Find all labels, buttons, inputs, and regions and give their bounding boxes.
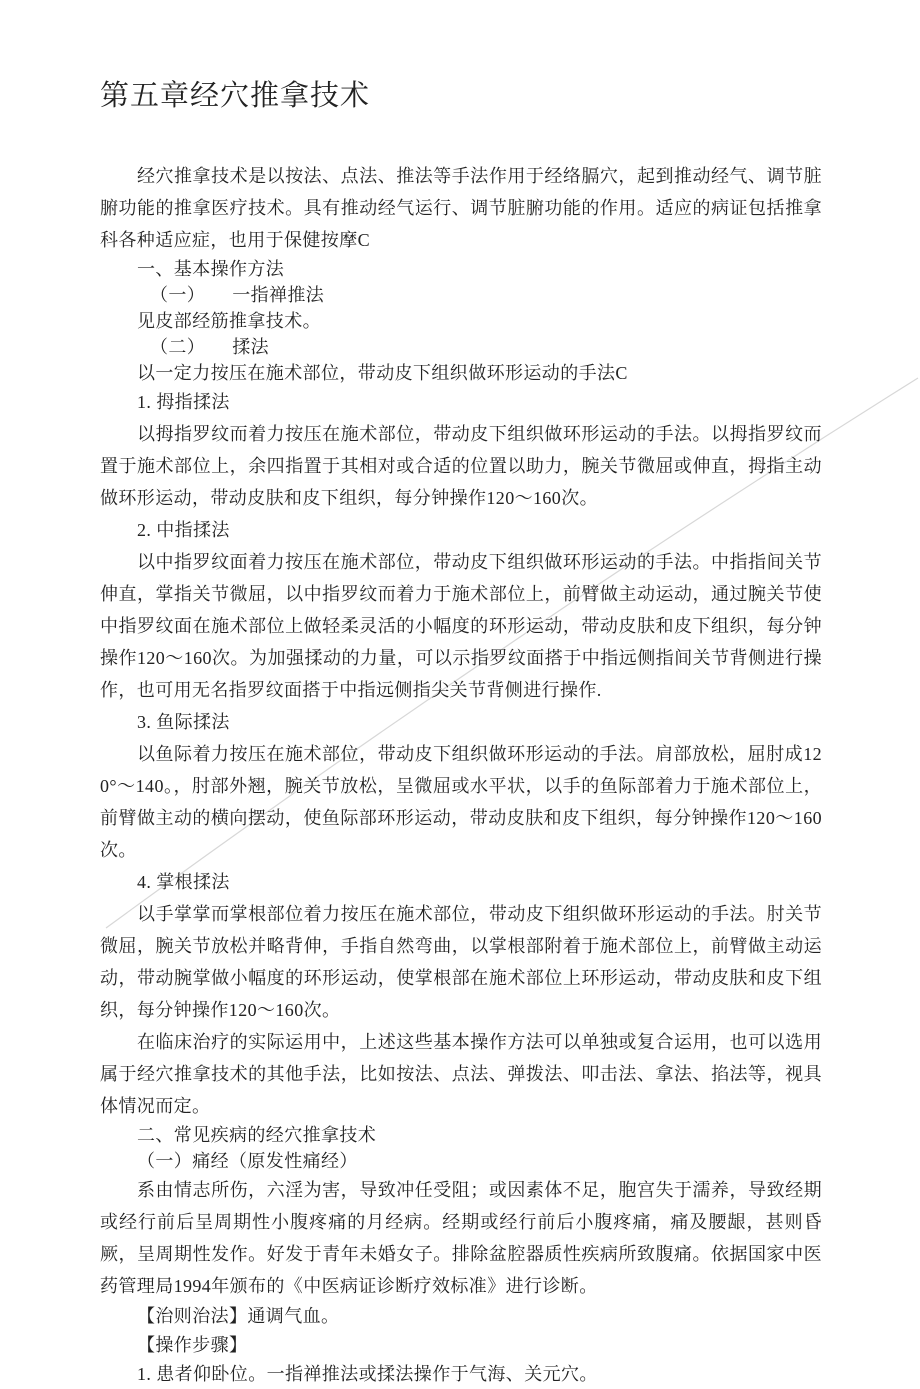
subheading-dysmenorrhea: （一）痛经（原发性痛经）	[137, 1151, 358, 1171]
para-clinical-application: 在临床治疗的实际运用中，上述这些基本操作方法可以单独或复合运用，也可以选用属于经穴推拿技术的其他手法，比如按法、点法、弹拨法、叩击法、拿法、掐法等，视具体情况而定。	[100, 1032, 822, 1116]
heading-common-diseases: 二、常见疾病的经穴推拿技术	[137, 1125, 377, 1145]
subheading-thenar-kneading: 3. 鱼际揉法	[137, 712, 230, 732]
chapter-title: 第五章经穴推拿技术	[100, 80, 371, 112]
para-middle-finger-kneading: 以中指罗纹面着力按压在施术部位，带动皮下组织做环形运动的手法。中指指间关节伸直，掌指关节微屈，以中指罗纹而着力于施术部位上，前臂做主动运动，通过腕关节使中指罗纹面在施术部位上做轻柔灵活的小幅度的环形运动，带动皮肤和皮下组织，每分钟操作120～160次。为加强揉动的力量，可以示指罗纹面搭于中指远侧指间关节背侧进行操作，也可用无名指罗纹面搭于中指远侧指尖关节背侧进行操作.	[100, 552, 822, 700]
para-see-skin-meridian: 见皮部经筋推拿技术。	[137, 311, 321, 331]
subheading-thumb-kneading: 1. 拇指揉法	[137, 392, 230, 412]
para-treatment-principle: 【治则治法】通调气血。	[137, 1306, 340, 1326]
subheading-number-label: （二）	[150, 337, 206, 357]
heading-basic-methods: 一、基本操作方法	[137, 259, 285, 279]
para-palm-root-kneading: 以手掌掌而掌根部位着力按压在施术部位，带动皮下组织做环形运动的手法。肘关节微屈，腕关节放松并略背伸，手指自然弯曲，以掌根部附着于施术部位上，前臂做主动运动，带动腕掌做小幅度的环形运动，使掌根部在施术部位上环形运动，带动皮肤和皮下组织，每分钟操作120～160次。	[100, 904, 822, 1020]
para-operation-steps: 【操作步骤】	[137, 1335, 248, 1355]
para-step-1: 1. 患者仰卧位。一指禅推法或揉法操作于气海、关元穴。	[137, 1364, 598, 1384]
subheading-kneading-method	[100, 334, 822, 360]
para-dysmenorrhea-description: 系由情志所伤，六淫为害，导致冲任受阻；或因素体不足，胞宫失于濡养，导致经期或经行前后呈周期性小腹疼痛的月经病。经期或经行前后小腹疼痛，痛及腰龈，甚则昏厥，呈周期性发作。好发于青年未婚女子。排除盆腔器质性疾病所致腹痛。依据国家中医药管理局1994年颁布的《中医病证诊断疗效标准》进行诊断。	[100, 1180, 822, 1296]
para-thumb-kneading: 以拇指罗纹而着力按压在施术部位，带动皮下组织做环形运动的手法。以拇指罗纹而置于施术部位上，余四指置于其相对或合适的位置以助力，腕关节微屈或伸直，拇指主动做环形运动，带动皮肤和皮下组织，每分钟操作120～160次。	[100, 424, 822, 508]
para-thenar-kneading: 以鱼际着力按压在施术部位，带动皮下组织做环形运动的手法。肩部放松，屈肘成120°～140。，肘部外翘，腕关节放松，呈微屈或水平状，以手的鱼际部着力于施术部位上，前臂做主动的横向摆动，使鱼际部环形运动，带动皮肤和皮下组织，每分钟操作120～160 次。	[100, 744, 822, 860]
subheading-middle-finger-kneading: 2. 中指揉法	[137, 520, 230, 540]
subheading-number-label: （一）	[150, 285, 206, 305]
document-content	[100, 76, 822, 1389]
subheading-label: 揉法	[232, 337, 270, 357]
subheading-palm-root-kneading: 4. 掌根揉法	[137, 872, 230, 892]
intro-paragraph: 经穴推拿技术是以按法、点法、推法等手法作用于经络膈穴，起到推动经气、调节脏腑功能的推拿医疗技术。具有推动经气运行、调节脏腑功能的作用。适应的病证包括推拿科各种适应症，也用于保健按摩C	[100, 166, 822, 250]
para-kneading-definition: 以一定力按压在施术部位，带动皮下组织做环形运动的手法C	[137, 363, 628, 383]
subheading-label: 一指禅推法	[232, 285, 325, 305]
subheading-one-finger-chan-push	[100, 282, 822, 308]
